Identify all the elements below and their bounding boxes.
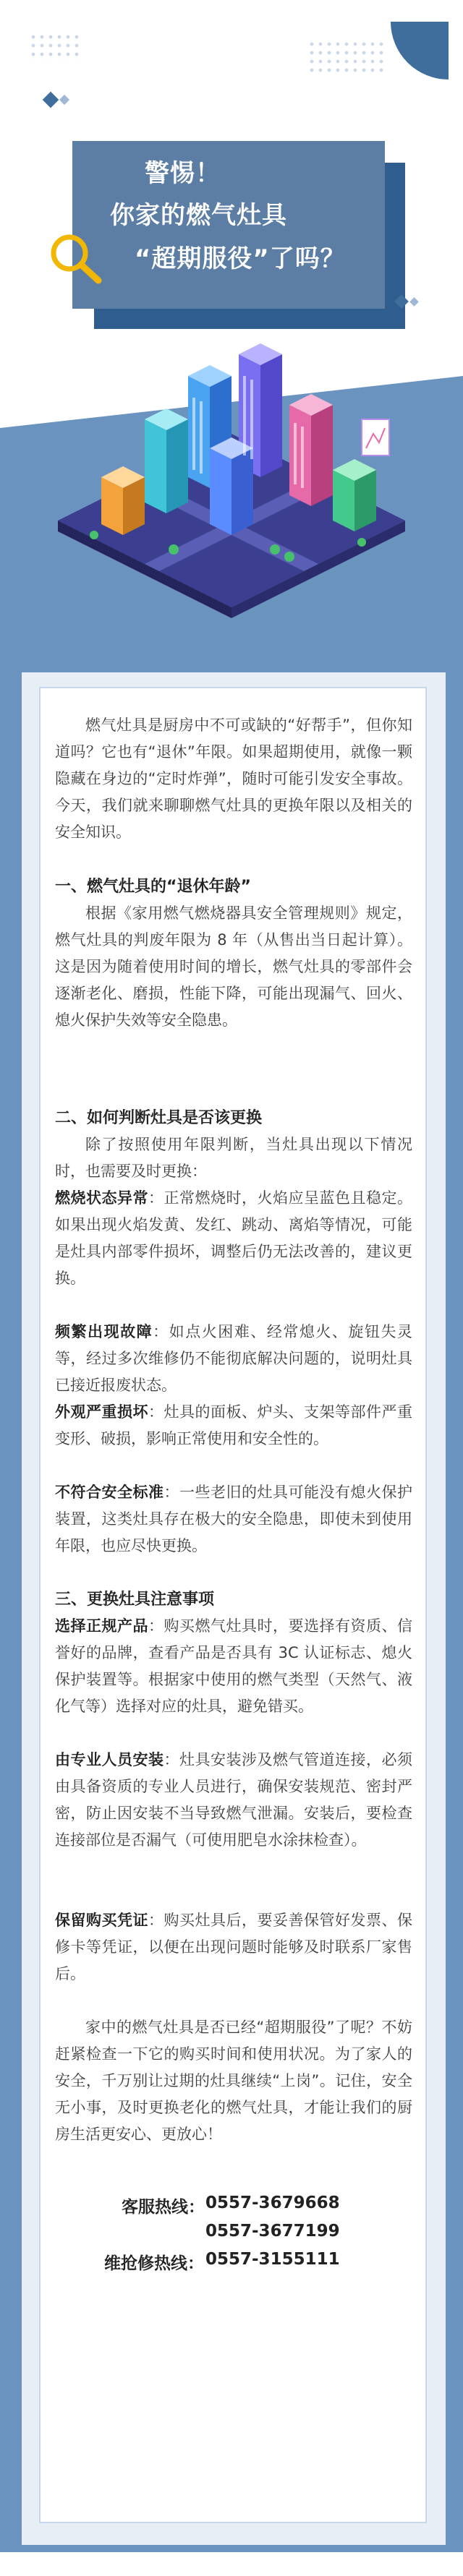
section-3-item bbox=[55, 1747, 412, 1854]
section-2-item bbox=[55, 1319, 412, 1399]
section-3-item bbox=[55, 1907, 412, 1987]
section-3-item-label: 由专业人员安装 bbox=[55, 1751, 164, 1768]
section-3-item bbox=[55, 1613, 412, 1720]
section-2-item bbox=[55, 1185, 412, 1292]
section-3-item-text: ：购买灶具后，要妥善保管好发票、保修卡等凭证，以便在出现问题时能够及时联系厂家售后。 bbox=[55, 1912, 412, 1982]
corner-decoration bbox=[391, 22, 449, 80]
section-3-item-label: 保留购买凭证 bbox=[55, 1912, 148, 1929]
service-hotline-2: 0557-3677199 bbox=[205, 2222, 340, 2241]
section-1-body: 根据《家用燃气燃烧器具安全管理规则》规定，燃气灶具的判废年限为 8 年（从售出当日起计算）。这是因为随着使用时间的增长，燃气灶具的零部件会逐渐老化、磨损，性能下降，可能出现漏气、回火、熄火保护失效等安全隐患。 bbox=[55, 904, 412, 1029]
intro-paragraph: 燃气灶具是厨房中不可或缺的“好帮手”，但你知道吗？它也有“退休”年限。如果超期使用，就像一颗隐藏在身边的“定时炸弹”，随时可能引发安全事故。今天，我们就来聊聊燃气灶具的更换年限以及相关的安全知识。 bbox=[55, 716, 412, 841]
service-hotline-1: 0557-3679668 bbox=[205, 2194, 340, 2212]
magnifier-icon bbox=[45, 230, 110, 288]
section-2-item-label: 外观严重损坏 bbox=[55, 1403, 148, 1421]
title-line-2: 你家的燃气灶具 bbox=[110, 201, 287, 230]
diamond-icon bbox=[409, 297, 419, 307]
closing-paragraph: 家中的燃气灶具是否已经“超期服役”了呢？不妨赶紧检查一下它的购买时间和使用状况。为了家人的安全，千万别让过期的灶具继续“上岗”。记住，安全无小事，及时更换老化的燃气灶具，才能让我们的厨房生活更安心、更放心！ bbox=[55, 2019, 412, 2143]
diamond-icon bbox=[43, 92, 59, 108]
section-1-heading: 一、燃气灶具的“退休年龄” bbox=[55, 878, 251, 896]
service-hotline-label: 客服热线： bbox=[122, 2198, 205, 2217]
section-3-item-label: 选择正规产品 bbox=[55, 1617, 148, 1635]
repair-hotline-label: 维抢修热线： bbox=[104, 2254, 204, 2273]
section-2-item-text: ：如点火困难、经常熄火、旋钮失灵等，经过多次维修仍不能彻底解决问题的，说明灶具已接近报废状态。 bbox=[55, 1323, 413, 1394]
section-2-item-text: ：正常燃烧时，火焰应呈蓝色且稳定。如果出现火焰发黄、发红、跳动、离焰等情况，可能是灶具内部零件损坏，调整后仍无法改善的，建议更换。 bbox=[55, 1189, 412, 1287]
section-2-item-label: 不符合安全标准 bbox=[55, 1484, 164, 1501]
section-2-item-text: ：灶具的面板、炉头、支架等部件严重变形、破损，影响正常使用和安全性的。 bbox=[55, 1403, 412, 1447]
section-2-item-label: 频繁出现故障 bbox=[55, 1323, 153, 1340]
section-2-intro: 除了按照使用年限判断，当灶具出现以下情况时，也需要及时更换： bbox=[55, 1136, 412, 1180]
dot-pattern-top-right bbox=[307, 40, 387, 72]
title-line-3: “超期服役”了吗？ bbox=[135, 244, 346, 273]
section-2-item bbox=[55, 1399, 412, 1452]
section-3-heading: 三、更换灶具注意事项 bbox=[55, 1591, 215, 1609]
diamond-icon bbox=[59, 95, 69, 105]
section-3-item-text: ：灶具安装涉及燃气管道连接，必须由具备资质的专业人员进行，确保安装规范、密封严密，防止因安装不当导致燃气泄漏。安装后，要检查连接部位是否漏气（可使用肥皂水涂抹检查）。 bbox=[55, 1751, 412, 1849]
repair-hotline: 0557-3155111 bbox=[205, 2250, 340, 2269]
title-line-1: 警惕！ bbox=[145, 159, 221, 188]
dot-pattern-top-left bbox=[29, 33, 80, 61]
section-2-item bbox=[55, 1479, 412, 1559]
section-2-heading: 二、如何判断灶具是否该更换 bbox=[55, 1109, 263, 1127]
section-2-item-text: ：一些老旧的灶具可能没有熄火保护装置，这类灶具存在极大的安全隐患，即使未到使用年限，也应尽快更换。 bbox=[55, 1484, 412, 1554]
section-3-item-text: ：购买燃气灶具时，要选择有资质、信誉好的品牌，查看产品是否具有 3C 认证标志、熄火保护装置等。根据家中使用的燃气类型（天然气、液化气等）选择对应的灶具，避免错买。 bbox=[55, 1617, 412, 1715]
section-2-item-label: 燃烧状态异常 bbox=[55, 1189, 148, 1207]
isometric-city-illustration bbox=[43, 333, 420, 622]
